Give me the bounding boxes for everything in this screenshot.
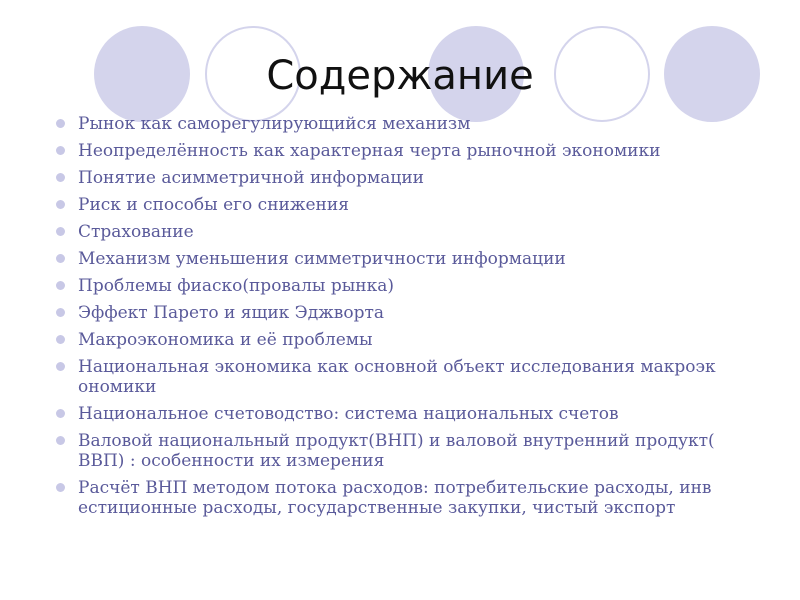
bullet-icon [56, 119, 65, 128]
list-item-text: Понятие асимметричной информации [78, 168, 425, 188]
list-item [54, 276, 754, 296]
list-item [54, 168, 754, 188]
bullet-icon [56, 254, 65, 263]
list-item [54, 141, 754, 161]
bullet-icon [56, 173, 65, 182]
bullet-icon [56, 483, 65, 492]
bullet-icon [56, 409, 65, 418]
bullet-icon [56, 335, 65, 344]
bullet-icon [56, 146, 65, 155]
bullet-icon [56, 362, 65, 371]
list-item [54, 114, 754, 134]
list-item-text: Национальная экономика как основной объект исследования макроэк ономики [78, 357, 716, 397]
list-item [54, 478, 754, 518]
list-item [54, 330, 754, 350]
contents-list [54, 114, 754, 525]
list-item-text: Механизм уменьшения симметричности информации [78, 249, 566, 269]
bullet-icon [56, 308, 65, 317]
list-item [54, 431, 754, 471]
list-item-text: Рынок как саморегулирующийся механизм [78, 114, 471, 134]
list-item-text: Страхование [78, 222, 194, 242]
bullet-icon [56, 200, 65, 209]
list-item [54, 357, 754, 397]
list-item-text: Неопределённость как характерная черта рыночной экономики [78, 141, 661, 161]
list-item-text: Валовой национальный продукт(ВНП) и валовой внутренний продукт( ВВП) : особенности их измерения [78, 431, 715, 471]
list-item [54, 303, 754, 323]
bullet-icon [56, 436, 65, 445]
list-item-text: Проблемы фиаско(провалы рынка) [78, 276, 395, 296]
list-item [54, 195, 754, 215]
bullet-icon [56, 227, 65, 236]
bullet-icon [56, 281, 65, 290]
list-item [54, 249, 754, 269]
list-item-text: Риск и способы его снижения [78, 195, 349, 215]
list-item [54, 222, 754, 242]
list-item-text: Национальное счетоводство: система национальных счетов [78, 404, 619, 424]
list-item-text: Эффект Парето и ящик Эджворта [78, 303, 385, 323]
slide-title: Содержание [266, 53, 534, 99]
list-item [54, 404, 754, 424]
list-item-text: Расчёт ВНП методом потока расходов: потребительские расходы, инв естиционные расходы, государственные закупки, чистый экспорт [78, 478, 712, 518]
list-item-text: Макроэкономика и её проблемы [78, 330, 373, 350]
